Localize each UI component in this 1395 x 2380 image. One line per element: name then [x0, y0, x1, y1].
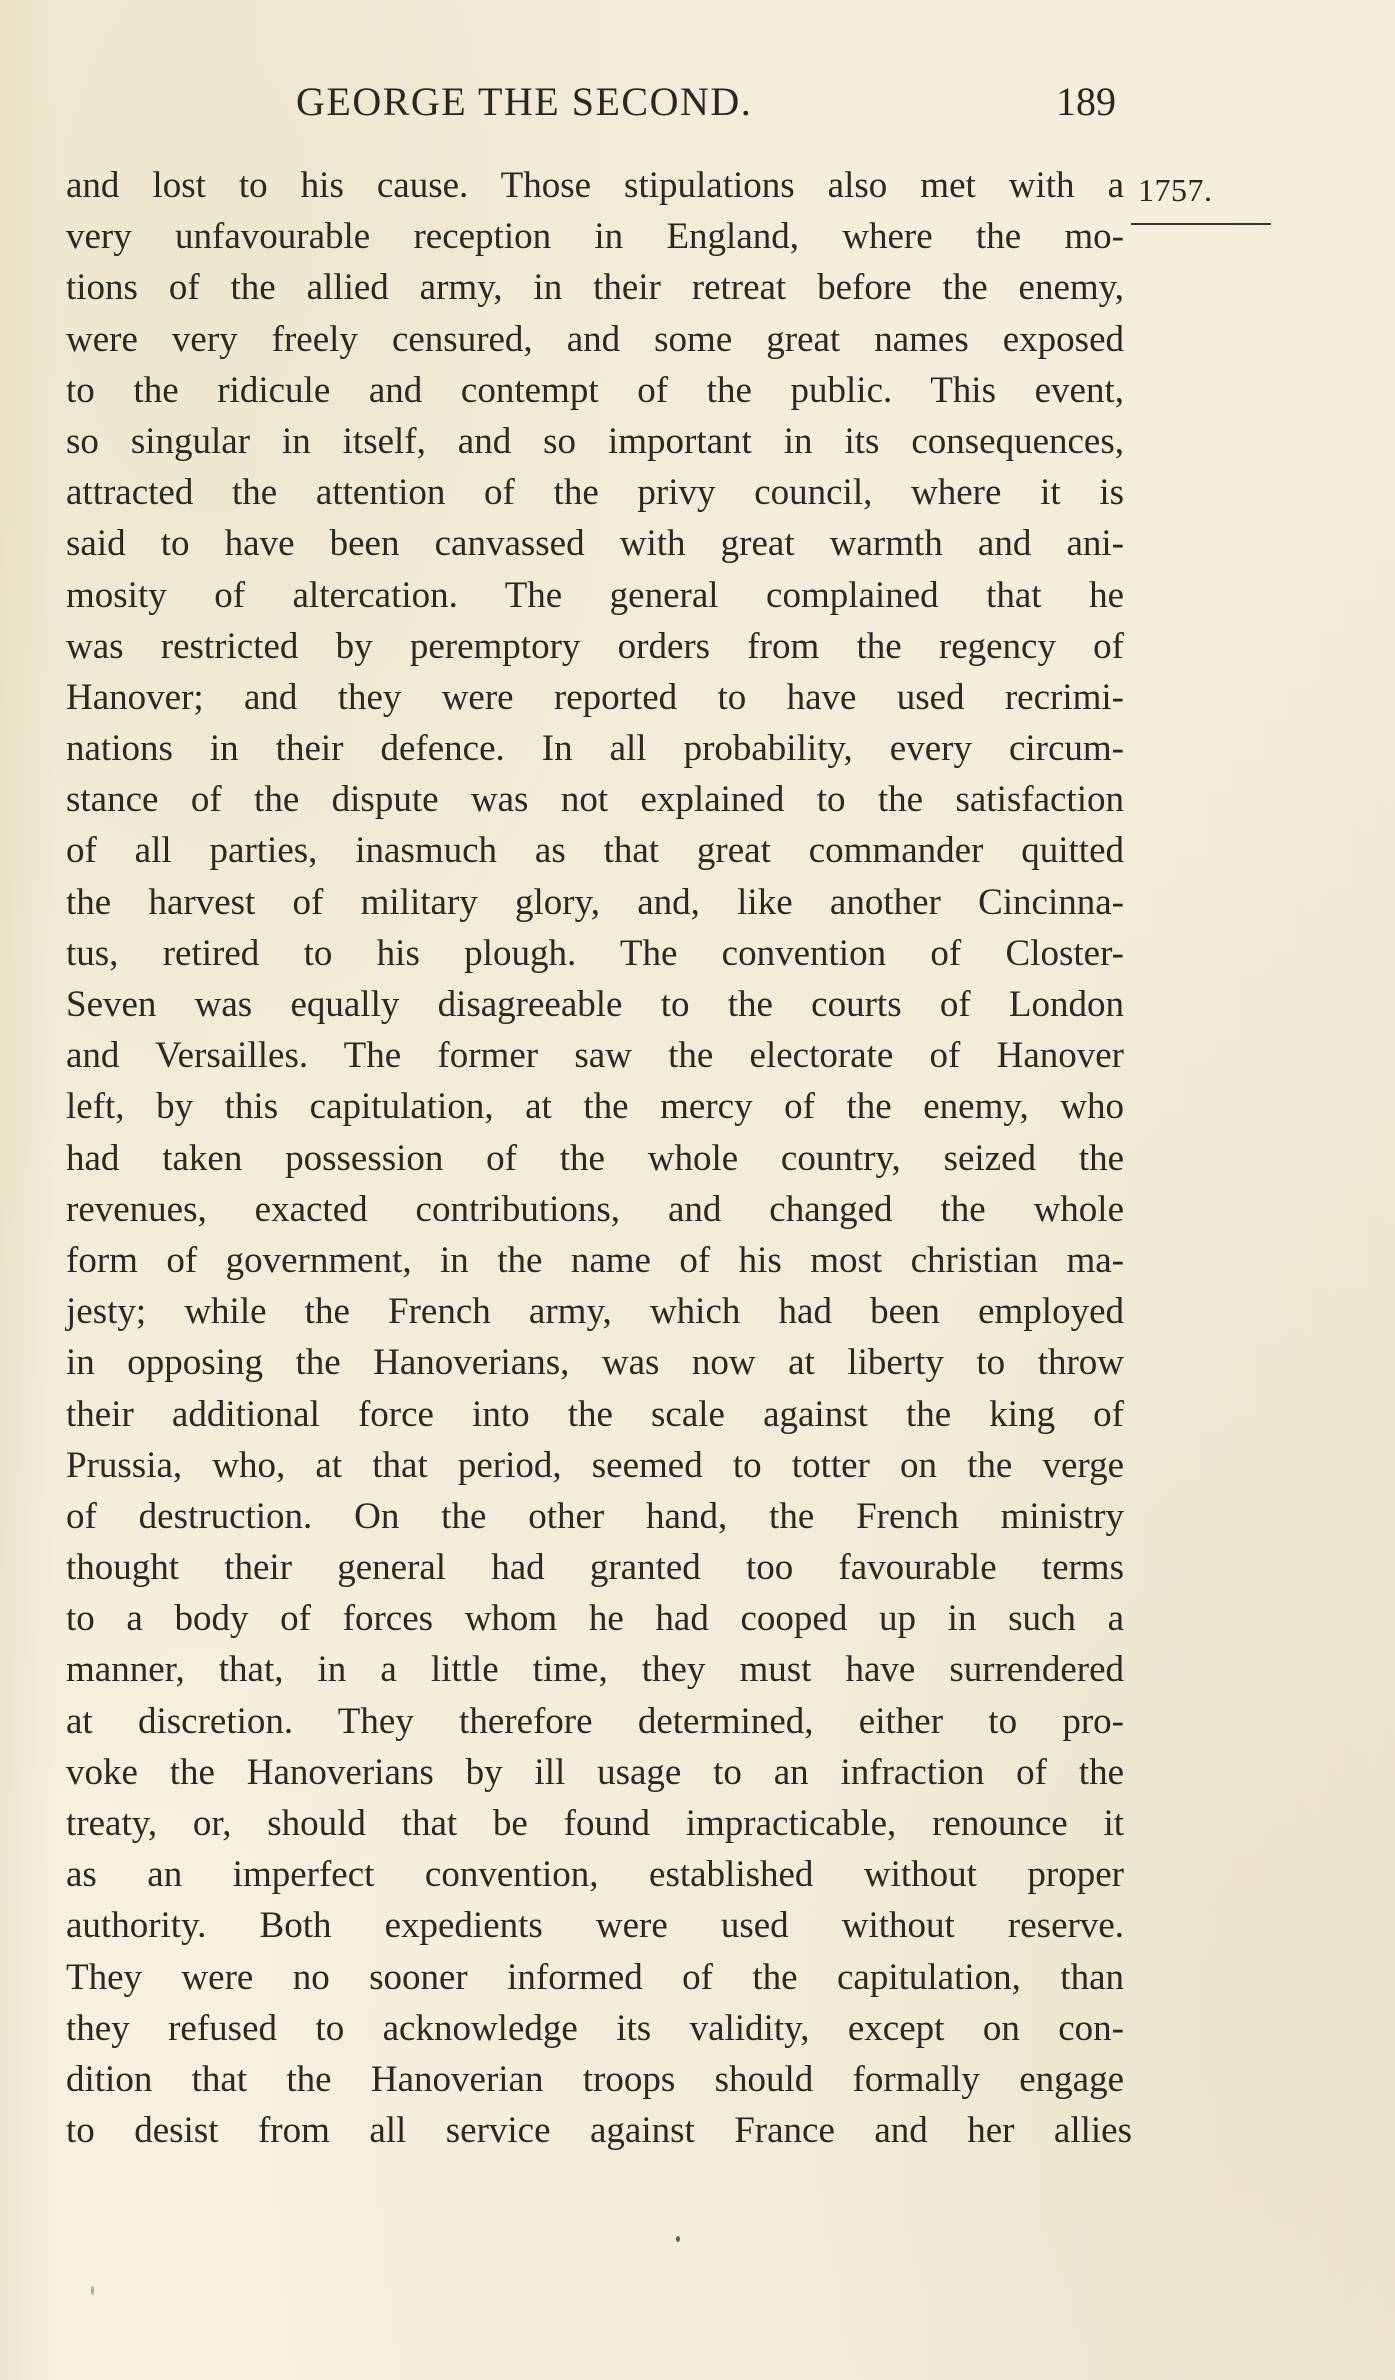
text-line: manner, that, in a little time, they must have surrendered	[66, 1649, 1124, 1691]
text-line: of all parties, inasmuch as that great commander quitted	[66, 830, 1124, 872]
text-line: jesty; while the French army, which had been employed	[66, 1291, 1124, 1333]
text-line: was restricted by peremptory orders from the regency of	[66, 625, 1124, 667]
text-line: authority. Both expedients were used without reserve.	[66, 1905, 1124, 1947]
text-line: to desist from all service against France and her allies	[66, 2110, 1132, 2152]
text-line: revenues, exacted contributions, and changed the whole	[66, 1188, 1124, 1230]
ink-speck	[91, 2286, 94, 2295]
text-line: to the ridicule and contempt of the public. This event,	[66, 369, 1124, 411]
margin-rule	[1131, 223, 1271, 225]
text-line: tus, retired to his plough. The convention of Closter-	[66, 932, 1124, 974]
text-line: Prussia, who, at that period, seemed to totter on the verge	[66, 1444, 1124, 1486]
text-line: nations in their defence. In all probability, every circum-	[66, 728, 1124, 770]
page-header	[296, 78, 1116, 138]
margin-year: 1757.	[1138, 172, 1213, 208]
text-line: treaty, or, should that be found impracticable, renounce it	[66, 1803, 1124, 1844]
text-line: at discretion. They therefore determined, either to pro-	[66, 1700, 1124, 1742]
text-line: their additional force into the scale against the king of	[66, 1393, 1124, 1435]
margin-note	[1138, 172, 1278, 209]
text-line: were very freely censured, and some great names exposed	[66, 318, 1124, 360]
text-line: form of government, in the name of his most christian ma-	[66, 1239, 1124, 1281]
text-line: attracted the attention of the privy council, where it is	[66, 472, 1124, 514]
text-line: stance of the dispute was not explained to the satisfaction	[66, 779, 1124, 821]
text-line: the harvest of military glory, and, like another Cincinna-	[66, 881, 1124, 923]
text-line: Seven was equally disagreeable to the courts of London	[66, 984, 1124, 1025]
page-number: 189	[1056, 79, 1116, 124]
text-line: very unfavourable reception in England, where the mo-	[66, 216, 1124, 258]
text-line: voke the Hanoverians by ill usage to an infraction of the	[66, 1751, 1124, 1793]
text-line: and lost to his cause. Those stipulations also met with a	[66, 165, 1124, 206]
text-line: They were no sooner informed of the capitulation, than	[66, 1956, 1124, 1998]
text-line: to a body of forces whom he had cooped up in such a	[66, 1598, 1124, 1640]
text-line: thought their general had granted too favourable terms	[66, 1547, 1124, 1589]
text-line: as an imperfect convention, established without proper	[66, 1854, 1124, 1896]
text-line: mosity of altercation. The general complained that he	[66, 574, 1124, 616]
text-line: said to have been canvassed with great warmth and ani-	[66, 523, 1124, 565]
text-line: Hanover; and they were reported to have used recrimi-	[66, 676, 1124, 718]
text-line: dition that the Hanoverian troops should formally engage	[66, 2058, 1124, 2100]
running-head: GEORGE THE SECOND.	[296, 79, 753, 124]
text-line: in opposing the Hanoverians, was now at liberty to throw	[66, 1342, 1124, 1384]
text-line: and Versailles. The former saw the electorate of Hanover	[66, 1035, 1124, 1077]
body-text	[66, 160, 1132, 2156]
text-line: they refused to acknowledge its validity, except on con-	[66, 2007, 1124, 2049]
text-line: had taken possession of the whole country, seized the	[66, 1137, 1124, 1179]
text-line: left, by this capitulation, at the mercy of the enemy, who	[66, 1086, 1124, 1128]
text-line: tions of the allied army, in their retreat before the enemy,	[66, 267, 1124, 309]
text-line: of destruction. On the other hand, the French ministry	[66, 1495, 1124, 1537]
text-line: so singular in itself, and so important in its consequences,	[66, 420, 1124, 462]
ink-speck	[676, 2236, 680, 2242]
